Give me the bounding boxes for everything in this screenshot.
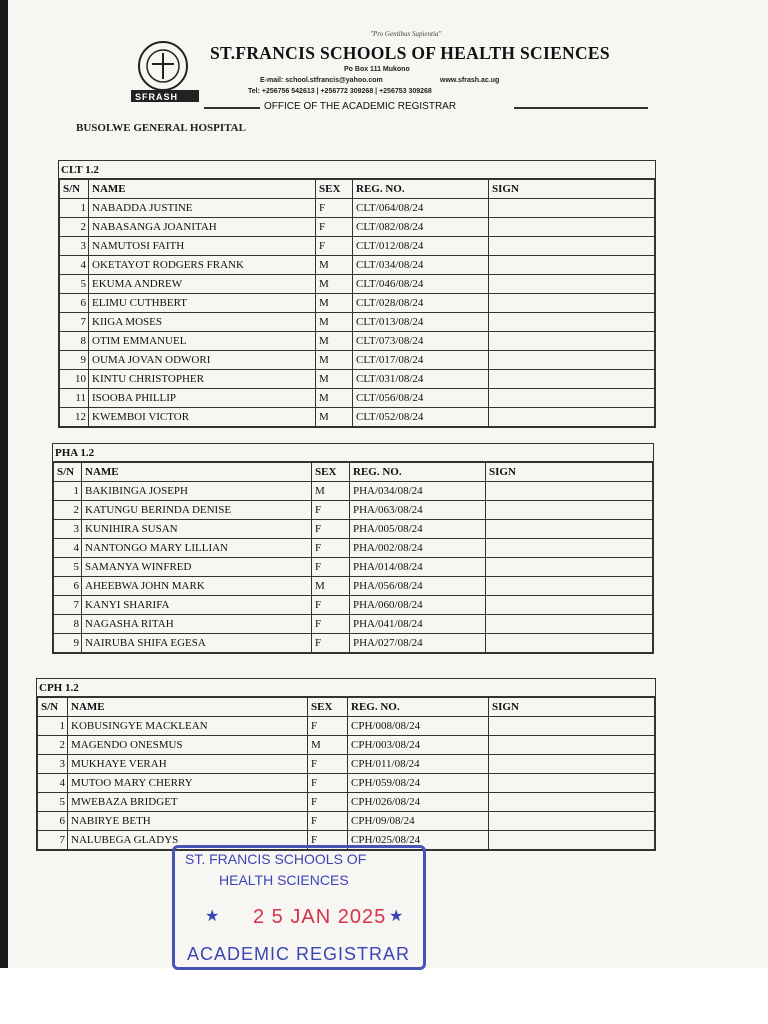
row-sn: 8	[54, 615, 82, 634]
students-table	[59, 179, 655, 427]
row-name: OKETAYOT RODGERS FRANK	[89, 256, 316, 275]
row-sn: 8	[60, 332, 89, 351]
row-reg: PHA/056/08/24	[350, 577, 486, 596]
row-reg: CPH/059/08/24	[348, 774, 489, 793]
table-row	[54, 596, 653, 615]
col-sex: SEX	[312, 463, 350, 482]
row-reg: PHA/027/08/24	[350, 634, 486, 653]
col-reg: REG. NO.	[353, 180, 489, 199]
row-sn: 1	[38, 717, 68, 736]
row-sign	[486, 577, 653, 596]
row-name: KATUNGU BERINDA DENISE	[82, 501, 312, 520]
table-row	[60, 389, 655, 408]
row-name: BAKIBINGA JOSEPH	[82, 482, 312, 501]
table-row	[38, 717, 655, 736]
row-sn: 7	[60, 313, 89, 332]
row-sn: 5	[54, 558, 82, 577]
students-table	[53, 462, 653, 653]
section-title: PHA 1.2	[53, 444, 653, 462]
table-row	[60, 332, 655, 351]
row-name: KINTU CHRISTOPHER	[89, 370, 316, 389]
row-sn: 11	[60, 389, 89, 408]
col-sign: SIGN	[489, 698, 655, 717]
table-header-row	[54, 463, 653, 482]
section-title: CLT 1.2	[59, 161, 655, 179]
row-sex: M	[316, 275, 353, 294]
row-sign	[489, 370, 655, 389]
row-sign	[489, 408, 655, 427]
row-name: NABASANGA JOANITAH	[89, 218, 316, 237]
row-name: SAMANYA WINFRED	[82, 558, 312, 577]
row-sn: 9	[60, 351, 89, 370]
row-sn: 6	[38, 812, 68, 831]
address: Po Box 111 Mukono	[344, 66, 410, 73]
col-name: NAME	[82, 463, 312, 482]
row-sign	[486, 482, 653, 501]
row-reg: CLT/031/08/24	[353, 370, 489, 389]
table-row	[60, 237, 655, 256]
registrar-stamp	[172, 845, 426, 970]
telephone: Tel: +256756 542613 | +256772 309268 | +256753 309268	[248, 88, 432, 95]
col-name: NAME	[89, 180, 316, 199]
row-sex: F	[308, 831, 348, 850]
row-reg: CPH/011/08/24	[348, 755, 489, 774]
row-sign	[489, 812, 655, 831]
row-reg: PHA/060/08/24	[350, 596, 486, 615]
row-sign	[489, 313, 655, 332]
row-name: KANYI SHARIFA	[82, 596, 312, 615]
school-motto: "Pro Gentibus Sapientia"	[370, 30, 442, 38]
row-sn: 9	[54, 634, 82, 653]
page-bottom-margin	[0, 968, 768, 1024]
row-sex: F	[312, 539, 350, 558]
row-name: NAMUTOSI FAITH	[89, 237, 316, 256]
row-reg: PHA/063/08/24	[350, 501, 486, 520]
row-sex: M	[316, 370, 353, 389]
row-sign	[489, 218, 655, 237]
row-sign	[486, 615, 653, 634]
row-sn: 4	[38, 774, 68, 793]
row-sn: 7	[38, 831, 68, 850]
row-sn: 4	[54, 539, 82, 558]
row-sign	[489, 793, 655, 812]
row-reg: CLT/064/08/24	[353, 199, 489, 218]
table-header-row	[38, 698, 655, 717]
row-sex: F	[316, 199, 353, 218]
row-name: NAGASHA RITAH	[82, 615, 312, 634]
col-sex: SEX	[308, 698, 348, 717]
table-row	[38, 755, 655, 774]
row-sign	[486, 520, 653, 539]
row-name: MAGENDO ONESMUS	[68, 736, 308, 755]
row-sex: F	[312, 501, 350, 520]
star-icon: ★	[389, 908, 404, 925]
row-sex: M	[316, 332, 353, 351]
table-header-row	[60, 180, 655, 199]
row-sign	[489, 256, 655, 275]
row-reg: CPH/008/08/24	[348, 717, 489, 736]
col-sn: S/N	[38, 698, 68, 717]
table-row	[60, 313, 655, 332]
col-sign: SIGN	[486, 463, 653, 482]
row-reg: CLT/012/08/24	[353, 237, 489, 256]
col-name: NAME	[68, 698, 308, 717]
row-sex: F	[308, 755, 348, 774]
table-row	[60, 275, 655, 294]
row-sex: F	[308, 793, 348, 812]
table-row	[54, 539, 653, 558]
stamp-date: 2 5 JAN 2025	[253, 906, 387, 928]
table-row	[60, 370, 655, 389]
row-sn: 3	[54, 520, 82, 539]
row-name: KOBUSINGYE MACKLEAN	[68, 717, 308, 736]
row-name: MUTOO MARY CHERRY	[68, 774, 308, 793]
office-rule-left	[204, 107, 260, 109]
row-sex: M	[316, 408, 353, 427]
row-sex: F	[308, 812, 348, 831]
table-row	[60, 351, 655, 370]
table-row	[60, 218, 655, 237]
row-reg: CLT/034/08/24	[353, 256, 489, 275]
row-sign	[486, 596, 653, 615]
row-sex: F	[312, 634, 350, 653]
row-sex: F	[312, 615, 350, 634]
school-name: ST.FRANCIS SCHOOLS OF HEALTH SCIENCES	[210, 43, 610, 63]
row-sign	[486, 539, 653, 558]
hospital-name: BUSOLWE GENERAL HOSPITAL	[76, 122, 246, 134]
row-sex: M	[316, 313, 353, 332]
section-title: CPH 1.2	[37, 679, 655, 697]
star-icon: ★	[205, 908, 220, 925]
row-sex: M	[312, 482, 350, 501]
row-name: KUNIHIRA SUSAN	[82, 520, 312, 539]
row-sign	[489, 774, 655, 793]
row-sign	[489, 199, 655, 218]
table-row	[38, 774, 655, 793]
row-sex: M	[312, 577, 350, 596]
row-name: AHEEBWA JOHN MARK	[82, 577, 312, 596]
row-sign	[489, 736, 655, 755]
stamp-line-2: HEALTH SCIENCES	[219, 872, 349, 888]
row-reg: CLT/013/08/24	[353, 313, 489, 332]
row-name: MUKHAYE VERAH	[68, 755, 308, 774]
email: E-mail: school.stfrancis@yahoo.com	[260, 77, 383, 84]
row-name: KWEMBOI VICTOR	[89, 408, 316, 427]
row-sex: F	[312, 520, 350, 539]
row-sex: M	[316, 256, 353, 275]
logo-label: SFRASH	[135, 92, 179, 102]
row-sn: 5	[60, 275, 89, 294]
row-reg: PHA/041/08/24	[350, 615, 486, 634]
row-name: EKUMA ANDREW	[89, 275, 316, 294]
row-sn: 7	[54, 596, 82, 615]
row-reg: CLT/056/08/24	[353, 389, 489, 408]
row-sex: M	[316, 294, 353, 313]
row-sn: 5	[38, 793, 68, 812]
row-sex: M	[316, 389, 353, 408]
row-sign	[486, 501, 653, 520]
row-sn: 6	[60, 294, 89, 313]
row-sign	[489, 755, 655, 774]
row-sex: F	[316, 218, 353, 237]
row-reg: CLT/046/08/24	[353, 275, 489, 294]
row-name: MWEBAZA BRIDGET	[68, 793, 308, 812]
row-sn: 1	[60, 199, 89, 218]
website: www.sfrash.ac.ug	[440, 77, 500, 84]
row-sign	[486, 558, 653, 577]
row-sign	[489, 831, 655, 850]
stamp-line-1: ST. FRANCIS SCHOOLS OF	[185, 851, 367, 867]
row-name: OUMA JOVAN ODWORI	[89, 351, 316, 370]
row-sn: 3	[38, 755, 68, 774]
row-reg: CPH/025/08/24	[348, 831, 489, 850]
row-sign	[489, 237, 655, 256]
row-reg: CPH/026/08/24	[348, 793, 489, 812]
row-name: KIIGA MOSES	[89, 313, 316, 332]
row-name: NALUBEGA GLADYS	[68, 831, 308, 850]
row-reg: CLT/082/08/24	[353, 218, 489, 237]
table-row	[60, 408, 655, 427]
table-row	[38, 793, 655, 812]
table-row	[60, 199, 655, 218]
row-sex: M	[316, 351, 353, 370]
row-reg: CPH/003/08/24	[348, 736, 489, 755]
row-sign	[489, 717, 655, 736]
office-title: OFFICE OF THE ACADEMIC REGISTRAR	[264, 101, 457, 112]
row-sign	[489, 351, 655, 370]
stamp-line-3: ACADEMIC REGISTRAR	[187, 944, 411, 964]
row-sn: 12	[60, 408, 89, 427]
col-sex: SEX	[316, 180, 353, 199]
table-row	[38, 812, 655, 831]
row-sign	[489, 294, 655, 313]
row-name: NABADDA JUSTINE	[89, 199, 316, 218]
table-row	[38, 736, 655, 755]
row-name: NAIRUBA SHIFA EGESA	[82, 634, 312, 653]
row-sex: M	[308, 736, 348, 755]
row-name: OTIM EMMANUEL	[89, 332, 316, 351]
table-row	[54, 520, 653, 539]
row-sn: 4	[60, 256, 89, 275]
col-sn: S/N	[54, 463, 82, 482]
row-sn: 6	[54, 577, 82, 596]
row-sign	[489, 275, 655, 294]
col-reg: REG. NO.	[350, 463, 486, 482]
row-sex: F	[308, 774, 348, 793]
row-reg: PHA/005/08/24	[350, 520, 486, 539]
row-reg: PHA/034/08/24	[350, 482, 486, 501]
row-reg: CLT/052/08/24	[353, 408, 489, 427]
col-sn: S/N	[60, 180, 89, 199]
row-name: NANTONGO MARY LILLIAN	[82, 539, 312, 558]
row-sn: 10	[60, 370, 89, 389]
row-sex: F	[312, 596, 350, 615]
row-sn: 2	[54, 501, 82, 520]
row-sn: 2	[38, 736, 68, 755]
row-reg: CLT/028/08/24	[353, 294, 489, 313]
col-reg: REG. NO.	[348, 698, 489, 717]
row-name: ELIMU CUTHBERT	[89, 294, 316, 313]
row-sign	[486, 634, 653, 653]
section-pha	[52, 443, 654, 654]
table-row	[54, 558, 653, 577]
table-row	[54, 577, 653, 596]
row-reg: PHA/002/08/24	[350, 539, 486, 558]
row-sign	[489, 332, 655, 351]
table-row	[54, 501, 653, 520]
table-row	[60, 256, 655, 275]
row-name: NABIRYE BETH	[68, 812, 308, 831]
office-rule-right	[514, 107, 648, 109]
section-cph	[36, 678, 656, 851]
row-name: ISOOBA PHILLIP	[89, 389, 316, 408]
row-reg: CPH/09/08/24	[348, 812, 489, 831]
table-row	[54, 482, 653, 501]
row-reg: PHA/014/08/24	[350, 558, 486, 577]
row-sex: F	[308, 717, 348, 736]
row-sex: F	[316, 237, 353, 256]
table-row	[54, 615, 653, 634]
section-clt	[58, 160, 656, 428]
row-sex: F	[312, 558, 350, 577]
row-reg: CLT/073/08/24	[353, 332, 489, 351]
row-reg: CLT/017/08/24	[353, 351, 489, 370]
row-sn: 3	[60, 237, 89, 256]
table-row	[60, 294, 655, 313]
row-sn: 1	[54, 482, 82, 501]
table-row	[54, 634, 653, 653]
row-sign	[489, 389, 655, 408]
students-table	[37, 697, 655, 850]
row-sn: 2	[60, 218, 89, 237]
col-sign: SIGN	[489, 180, 655, 199]
